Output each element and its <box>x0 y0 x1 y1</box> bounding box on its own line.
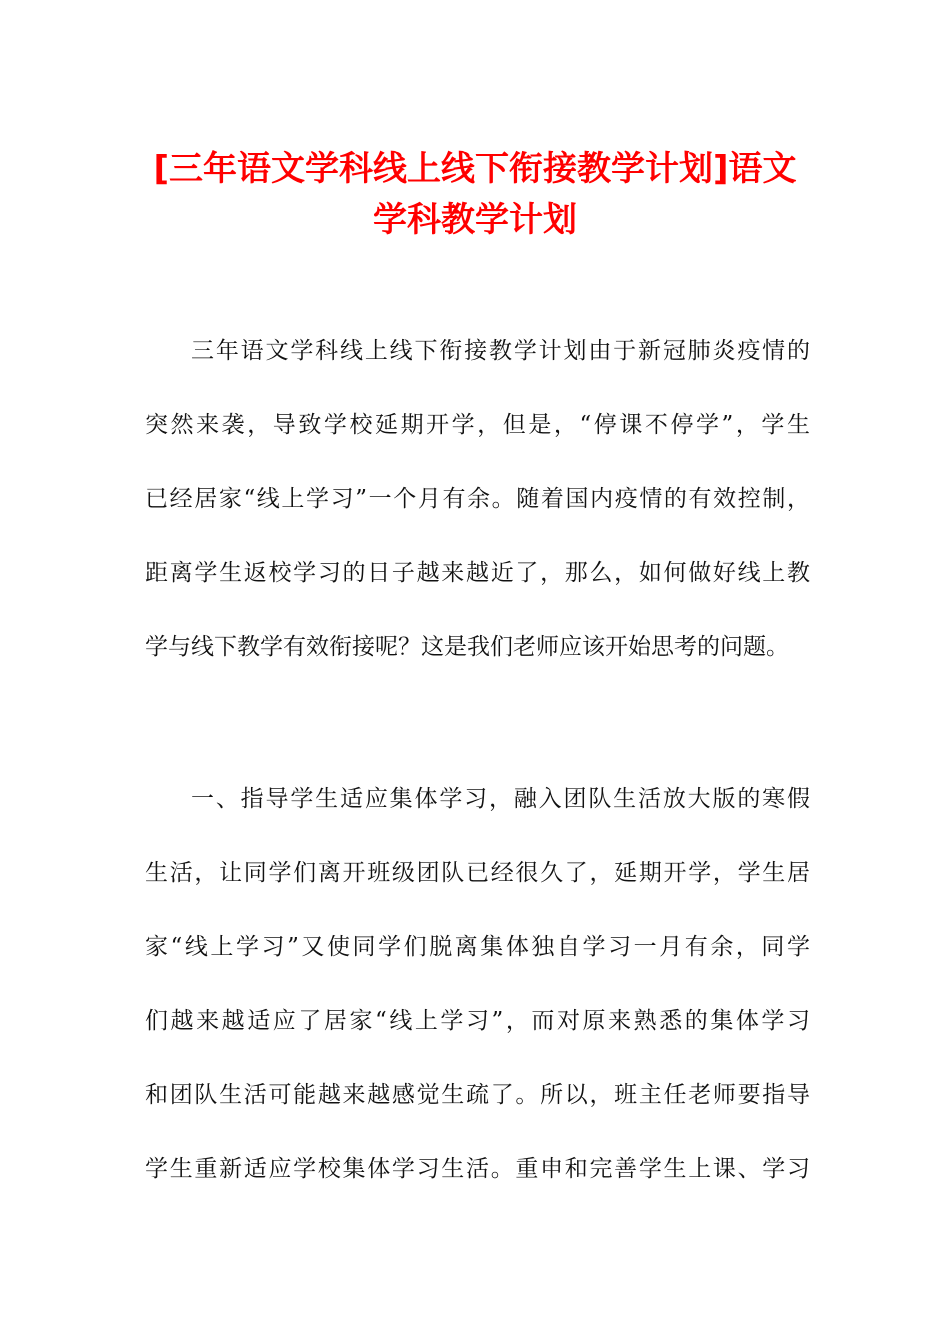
paragraph-line: 一、指导学生适应集体学习，融入团队生活放大版的寒假 <box>191 786 810 812</box>
paragraph-line: 和团队生活可能越来越感觉生疏了。所以，班主任老师要指导 <box>145 1082 810 1108</box>
title-line-2: 学科教学计划 <box>373 200 577 240</box>
paragraph-line: 三年语文学科线上线下衔接教学计划由于新冠肺炎疫情的 <box>191 338 810 364</box>
paragraph-line: 已经居家“线上学习”一个月有余。随着国内疫情的有效控制， <box>145 486 810 512</box>
paragraph-line: 突然来袭，导致学校延期开学，但是，“停课不停学”，学生 <box>145 412 810 438</box>
section-one-paragraph <box>145 762 810 1206</box>
title-line-1: [三年语文学科线上线下衔接教学计划]语文 <box>153 149 797 189</box>
paragraph-line: 生活，让同学们离开班级团队已经很久了，延期开学，学生居 <box>145 860 810 886</box>
paragraph-line: 学生重新适应学校集体学习生活。重申和完善学生上课、学习 <box>145 1156 810 1182</box>
paragraph-line: 学与线下教学有效衔接呢？这是我们老师应该开始思考的问题。 <box>145 634 789 660</box>
document-title <box>130 144 820 246</box>
intro-paragraph <box>145 314 810 684</box>
paragraph-line: 们越来越适应了居家“线上学习”，而对原来熟悉的集体学习 <box>145 1008 810 1034</box>
paragraph-line: 距离学生返校学习的日子越来越近了，那么，如何做好线上教 <box>145 560 810 586</box>
paragraph-line: 家“线上学习”又使同学们脱离集体独自学习一月有余，同学 <box>145 934 810 960</box>
